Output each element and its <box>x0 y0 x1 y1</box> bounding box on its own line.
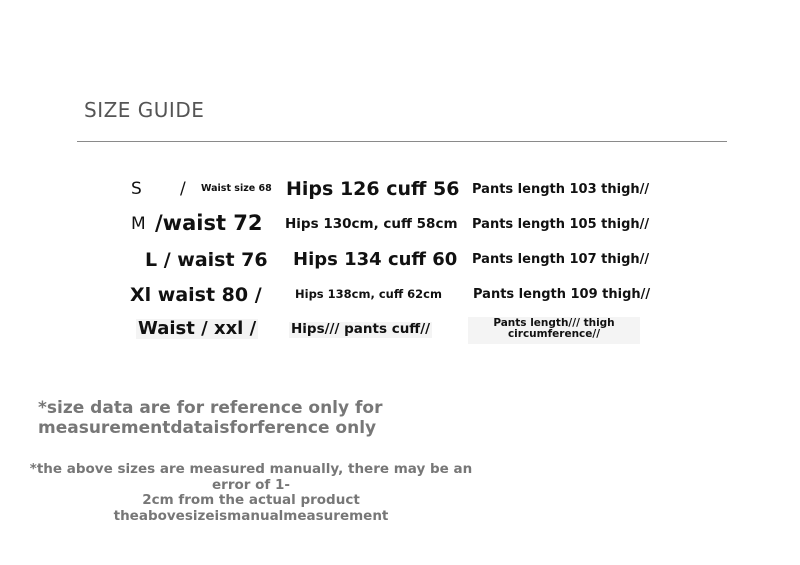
manual-note-line2: 2cm from the actual product theabovesizeismanualmeasurement <box>113 492 389 524</box>
size-xl-waist: Xl waist 80 / <box>130 284 262 306</box>
size-l-hips: Hips 134 cuff 60 <box>293 249 458 270</box>
size-l-pants: Pants length 107 thigh// <box>472 252 650 267</box>
size-l-waist: L / waist 76 <box>145 249 268 271</box>
reference-note-line1: *size data are for reference only for <box>38 398 383 418</box>
size-xxl-waist: Waist / xxl / <box>138 318 257 339</box>
size-xxl-hips: Hips/// pants cuff// <box>291 321 431 337</box>
reference-note-line2: measurementdataisforference only <box>38 417 377 438</box>
manual-measurement-note <box>16 462 486 524</box>
reference-note <box>38 399 382 438</box>
size-m-pants: Pants length 105 thigh// <box>472 217 650 232</box>
size-m-waist: /waist 72 <box>155 211 263 235</box>
size-xxl-pants-line2: circumference// <box>507 328 601 341</box>
size-xxl-pants-line1: Pants length/// thigh <box>493 317 615 329</box>
size-m-hips: Hips 130cm, cuff 58cm <box>285 216 458 232</box>
size-s-hips: Hips 126 cuff 56 <box>286 178 460 200</box>
size-s-letter: S <box>131 179 142 199</box>
manual-note-line1: *the above sizes are measured manually, there may be an error of 1- <box>29 461 473 493</box>
size-xl-hips: Hips 138cm, cuff 62cm <box>295 287 442 301</box>
size-s-pants: Pants length 103 thigh// <box>472 182 650 197</box>
size-m-letter: M <box>131 214 146 234</box>
page-title: SIZE GUIDE <box>84 98 205 122</box>
title-divider <box>77 141 727 142</box>
size-s-slash: / <box>180 179 186 199</box>
size-xxl-pants <box>468 317 640 344</box>
size-s-waist: Waist size 68 <box>201 183 272 194</box>
size-xl-pants: Pants length 109 thigh// <box>473 287 651 302</box>
